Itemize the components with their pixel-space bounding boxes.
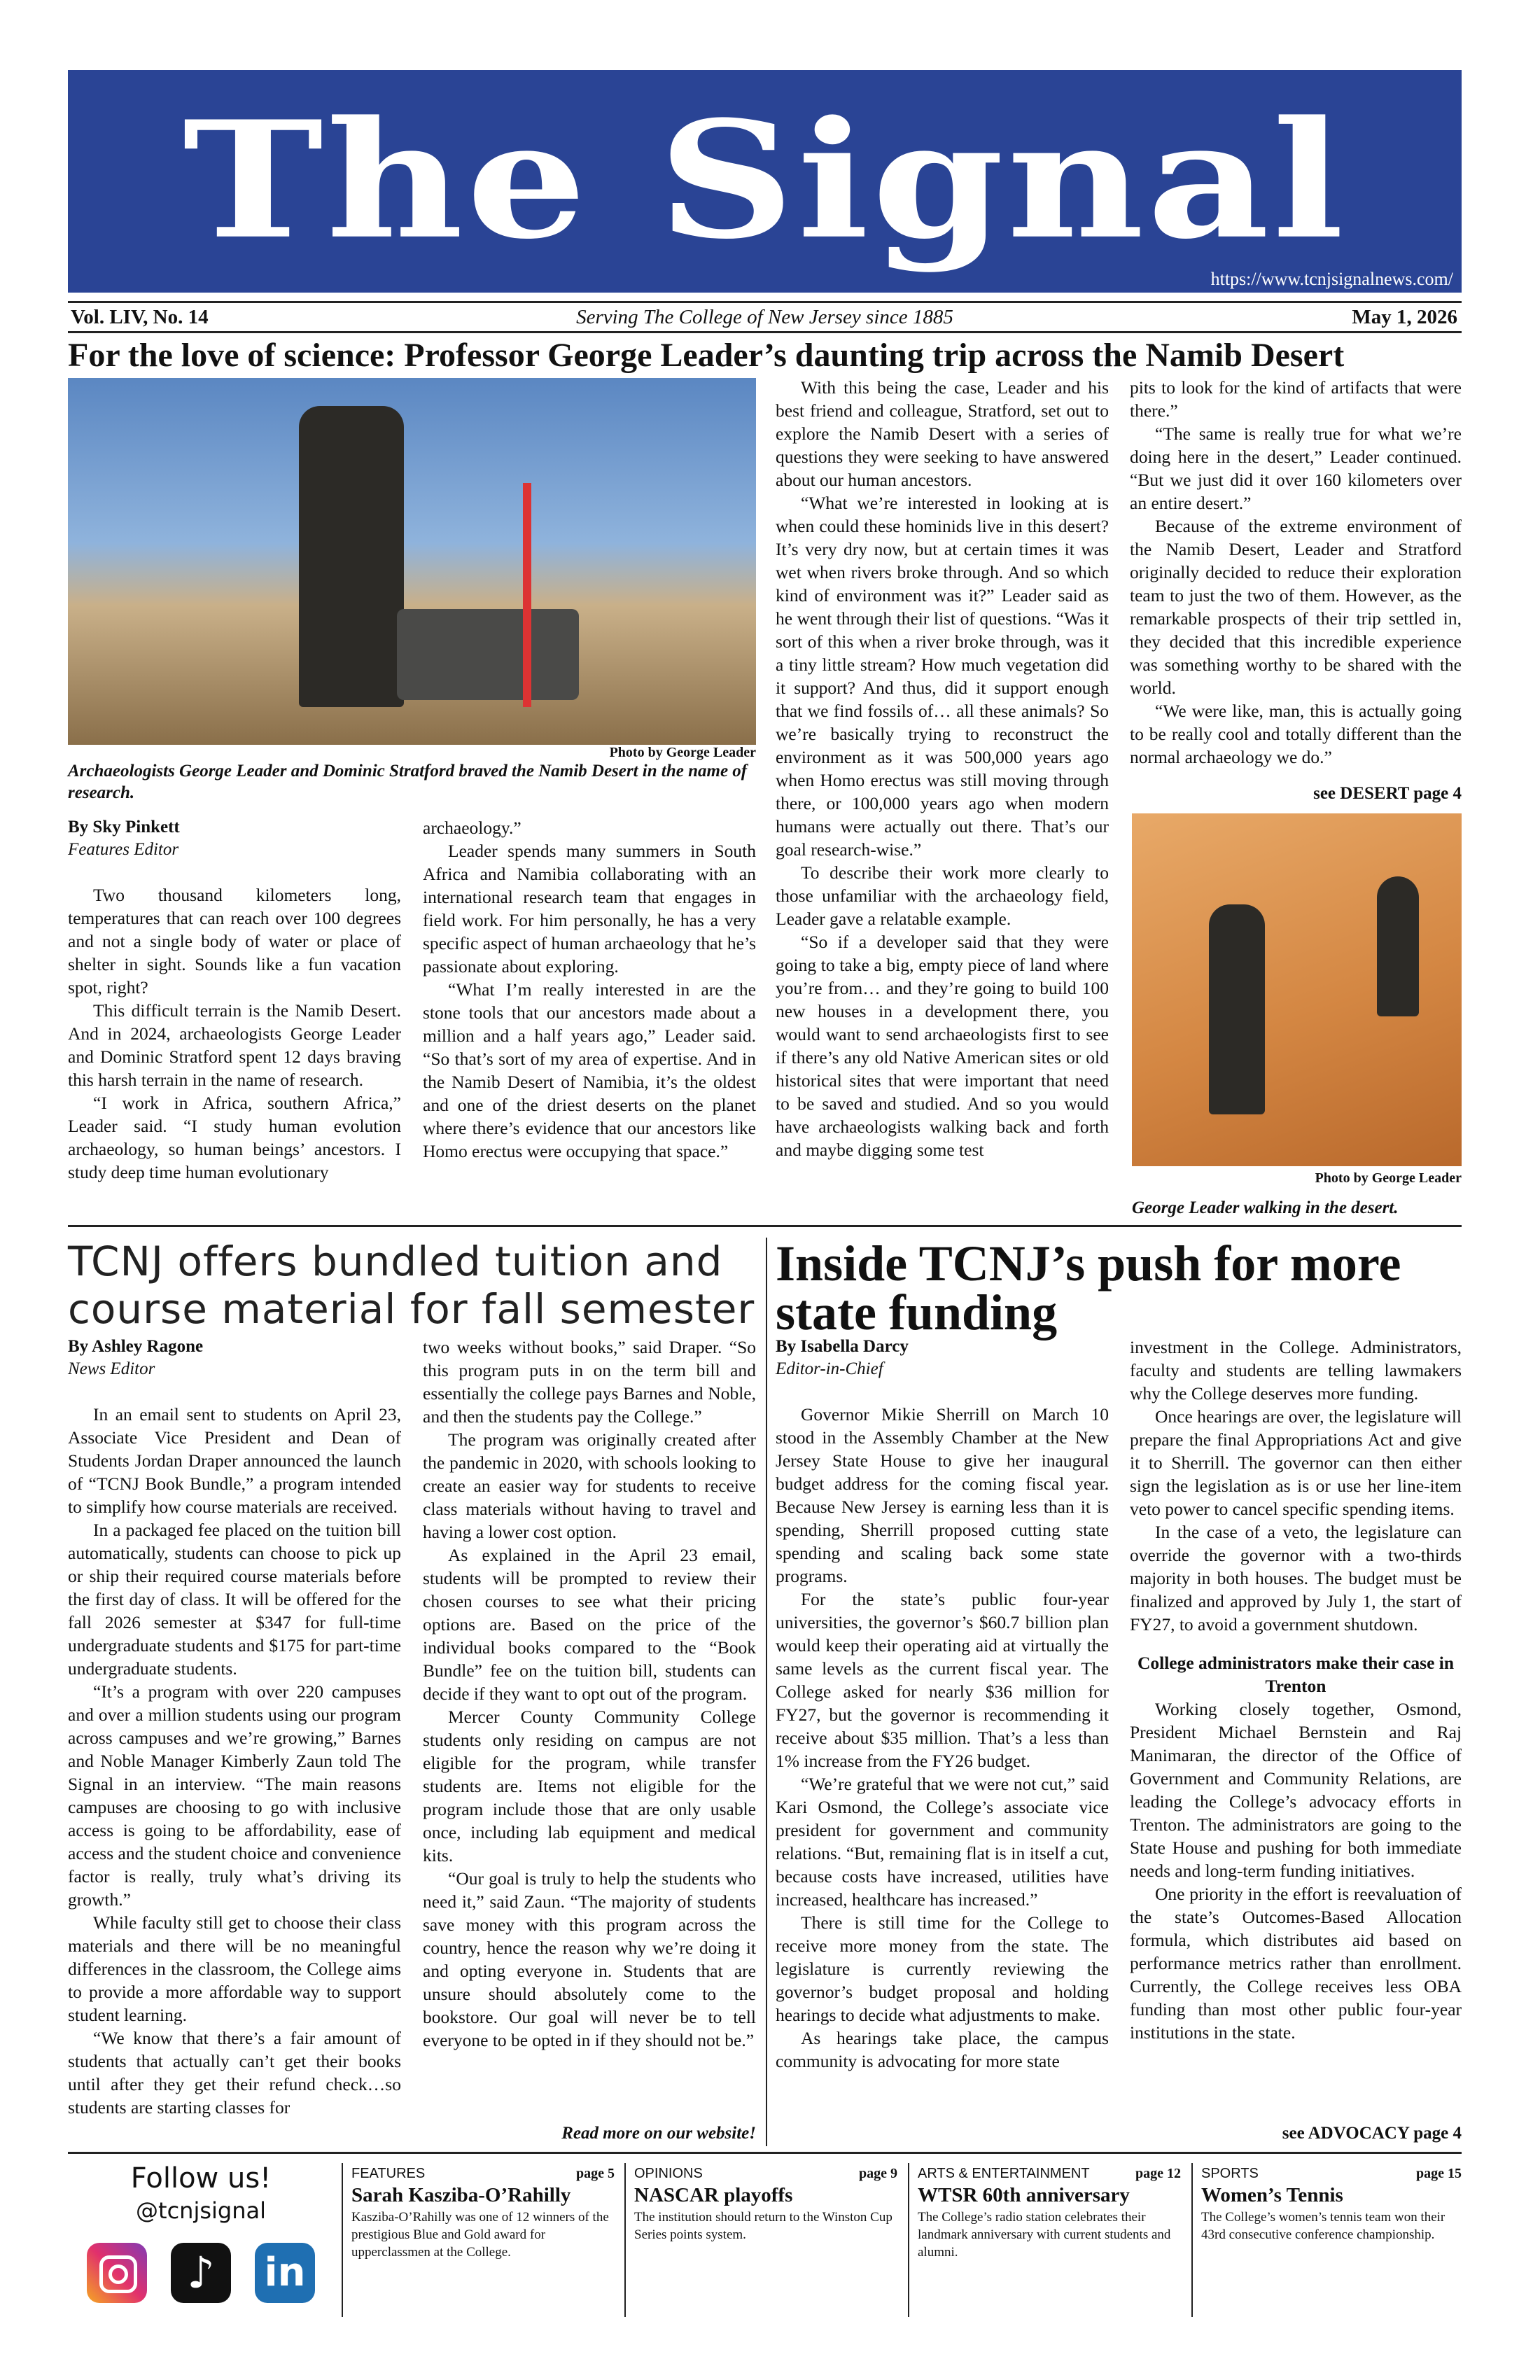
story3-subhead: College administrators make their case in Trenton (1137, 1653, 1455, 1696)
story1-col4 (1130, 376, 1462, 769)
section-label: ARTS & ENTERTAINMENT (918, 2166, 1090, 2181)
paragraph: With this being the case, Leader and his best friend and colleague, Stratford, set out to explore the Namib Desert with a series of questions they were seeking to have answered about our human ancestors. (776, 377, 1109, 490)
story3-headline: Inside TCNJ’s push for more state funding (776, 1236, 1401, 1340)
section-text: The institution should return to the Winston Cup Series points system. (634, 2210, 892, 2242)
footer-opinions[interactable] (634, 2166, 897, 2244)
footer-sports[interactable] (1201, 2166, 1462, 2244)
social-box (68, 2162, 334, 2324)
section-title: NASCAR playoffs (634, 2184, 793, 2206)
desert-jump-link[interactable]: see DESERT page 4 (1313, 784, 1462, 803)
story1-col3 (776, 376, 1109, 1161)
paragraph: “What I’m really interested in are the stone tools that our ancestors made about a million and a half years ago,” Leader said. “So that’s sort of my area of expertise. And in the Namib Desert of Namibia, it’s the oldest and one of the driest deserts on the planet where there’s evidence that our ancestors like Homo erectus were occupying that space.” (423, 979, 756, 1161)
section-page: page 12 (1135, 2166, 1181, 2181)
section-label: SPORTS (1201, 2166, 1259, 2181)
section-text: The College’s women’s tennis team won their 43rd consecutive conference championship. (1201, 2210, 1446, 2242)
paragraph: “We know that there’s a fair amount of students that actually can’t get their books until after they get their refund check…so students are starting classes for (68, 2028, 401, 2118)
footer-divider (342, 2163, 343, 2317)
paragraph: This difficult terrain is the Namib Desert. And in 2024, archaeologists George Leader and Dominic Stratford spent 12 days braving this harsh terrain in the name of research. (68, 1000, 401, 1090)
masthead (68, 70, 1462, 293)
paragraph: “The same is really true for what we’re doing here in the desert,” Leader continued. “But we just did it over 160 kilometers over an entire desert.” (1130, 424, 1462, 513)
section-label: OPINIONS (634, 2166, 703, 2181)
section-divider (68, 2152, 1462, 2154)
section-title: Women’s Tennis (1201, 2184, 1343, 2206)
story2-byline: By Ashley Ragone (68, 1337, 204, 1356)
paragraph: “We were like, man, this is actually going to be really cool and totally different than the normal archaeology we do.” (1130, 701, 1462, 767)
issue-info-bar (68, 301, 1462, 333)
story1-role: Features Editor (68, 840, 179, 859)
story3-role: Editor-in-Chief (776, 1359, 883, 1378)
section-text: Kasziba-O’Rahilly was one of 12 winners of the prestigious Blue and Gold award for upperclassmen at the College. (351, 2210, 609, 2260)
story2-col2 (423, 1336, 756, 2052)
paragraph: “Our goal is truly to help the students who need it,” said Zaun. “The majority of students save money with this program across the country, hence the reason why we’re doing it and opting everyone in. Students that are unsure should absolutely come to the bookstore. Our goal will never be to tell everyone to be opted in if they should not be.” (423, 1868, 756, 2050)
paragraph: In a packaged fee placed on the tuition bill automatically, students can choose to pick up or ship their required course materials before the first day of class. It will be offered for the fall 2026 semester at $347 for full-time undergraduate students and $175 for part-time undergraduate students. (68, 1520, 401, 1679)
story1-col1 (68, 816, 401, 1184)
footer-divider (624, 2163, 626, 2317)
paragraph: Once hearings are over, the legislature will prepare the final Appropriations Act and give it to Sherrill. The governor can then either sign the legislation as is or use her line-item veto power to cancel specific spending items. (1130, 1406, 1462, 1519)
section-text: The College’s radio station celebrates their landmark anniversary with current students and alumni. (918, 2210, 1171, 2260)
tagline: Serving The College of New Jersey since 1885 (576, 306, 953, 328)
photo1-caption: Archaeologists George Leader and Dominic Stratford braved the Namib Desert in the name of research. (68, 762, 748, 802)
desert-photo-1 (68, 378, 756, 745)
paragraph: pits to look for the kind of artifacts that were there.” (1130, 377, 1462, 421)
story2-col1 (68, 1336, 401, 2119)
volume-number: Vol. LIV, No. 14 (71, 306, 209, 328)
paragraph: One priority in the effort is reevaluation of the state’s Outcomes-Based Allocation formula, which distributes aid based on performance metrics rather than enrollment. Currently, the College receives less OBA funding than most other public four-year institutions in the state. (1130, 1884, 1462, 2043)
paragraph: Two thousand kilometers long, temperatures that can reach over 100 degrees and not a single body of water or place of shelter in sight. Sounds like a fun vacation spot, right? (68, 885, 401, 997)
photo2-caption: George Leader walking in the desert. (1132, 1198, 1399, 1217)
paragraph: archaeology.” (423, 818, 522, 838)
paragraph: To describe their work more clearly to those unfamiliar with the archaeology field, Leader gave a relatable example. (776, 862, 1109, 929)
footer-divider (1191, 2163, 1193, 2317)
photo1-credit: Photo by George Leader (609, 745, 756, 760)
section-label: FEATURES (351, 2166, 426, 2181)
paragraph: There is still time for the College to receive more money from the state. The legislature is currently reviewing the governor’s budget proposal and holding hearings to decide what adjustments to make. (776, 1912, 1109, 2025)
story1-byline: By Sky Pinkett (68, 818, 180, 836)
paragraph: Working closely together, Osmond, President Michael Bernstein and Raj Manimaran, the director of the Office of Government and Community Relations, are leading the College’s advocacy efforts in Trenton. The administrators are going to the State House and pushing for both immediate needs and long-term funding initiatives. (1130, 1699, 1462, 1881)
paragraph: For the state’s public four-year universities, the governor’s $60.7 billion plan would keep their operating aid at virtually the same levels as the current fiscal year. The College asked for nearly $36 million for FY27, but the governor is recommending it receive about $35 million. That’s a less than 1% increase from the FY26 budget. (776, 1589, 1109, 1771)
footer-divider (908, 2163, 909, 2317)
section-title: Sarah Kasziba-O’Rahilly (351, 2184, 571, 2206)
column-divider (766, 1238, 767, 2146)
linkedin-icon[interactable]: in (255, 2243, 315, 2303)
social-handle: @tcnjsignal (136, 2197, 266, 2224)
story2-role: News Editor (68, 1359, 155, 1378)
story1-headline: For the love of science: Professor George Leader’s daunting trip across the Namib Desert (68, 337, 1345, 374)
advocacy-jump-link[interactable]: see ADVOCACY page 4 (1282, 2124, 1462, 2143)
paragraph: Leader spends many summers in South Africa and Namibia collaborating with an international research team that engages in field work. For him personally, he has a very specific aspect of human archaeology that he’s passionate about exploring. (423, 841, 756, 976)
paragraph: “We’re grateful that we were not cut,” said Kari Osmond, the College’s associate vice president for government and community relations. “But, remaining flat is in itself a cut, because costs have increased, utilities have increased, healthcare has increased.” (776, 1774, 1109, 1910)
section-title: WTSR 60th anniversary (918, 2184, 1130, 2206)
story2-headline: TCNJ offers bundled tuition and course material for fall semester (68, 1238, 755, 1333)
issue-date: May 1, 2026 (1352, 306, 1457, 328)
photo2-credit: Photo by George Leader (1315, 1170, 1462, 1186)
section-page: page 15 (1416, 2166, 1462, 2181)
paragraph: “So if a developer said that they were going to take a big, empty piece of land where you’re from… and they’re going to build 100 new houses in a development there, you would want to send archaeologists first to see if there’s any old Native American sites or old historical sites that were important that need to be saved and studied. And so you would have archaeologists walking back and forth and maybe digging some test (776, 932, 1109, 1160)
story3-col1 (776, 1336, 1109, 2073)
paragraph: “I work in Africa, southern Africa,” Leader said. “I study human evolution archaeology, so human beings’ ancestors. I study deep time human evolutionary (68, 1093, 401, 1182)
story3-col2 (1130, 1336, 1462, 2044)
newspaper-title: The Signal (182, 85, 1348, 275)
footer-features[interactable] (351, 2166, 615, 2261)
instagram-icon[interactable] (87, 2243, 147, 2303)
paragraph: The program was originally created after the pandemic in 2020, with schools looking to create an easier way for students to receive class materials without having to travel and having a lower cost option. (423, 1429, 756, 1542)
follow-us-text: Follow us! (130, 2162, 272, 2194)
paragraph: In the case of a veto, the legislature can override the governor with a two-thirds majority in both houses. The budget must be finalized and approved by July 1, the start of FY27, to avoid a government shutdown. (1130, 1522, 1462, 1634)
read-more-link[interactable]: Read more on our website! (561, 2124, 756, 2143)
paragraph: investment in the College. Administrators, faculty and students are telling lawmakers why the College deserves more funding. (1130, 1337, 1462, 1404)
paragraph: two weeks without books,” said Draper. “So this program puts in on the term bill and essentially the college pays Barnes and Noble, and then the students pay the College.” (423, 1337, 756, 1427)
section-page: page 5 (576, 2166, 615, 2181)
story3-byline: By Isabella Darcy (776, 1337, 909, 1356)
paragraph: “It’s a program with over 220 campuses and over a million students using our program across campuses and we’re growing,” Barnes and Noble Manager Kimberly Zaun told The Signal in an interview. “The main reasons campuses are choosing to go with inclusive access is going to be affordability, ease of access and the student choice and convenience factor is really, truly what’s driving its growth.” (68, 1681, 401, 1910)
paragraph: Governor Mikie Sherrill on March 10 stood in the Assembly Chamber at the New Jersey State House to give her inaugural budget address for the coming fiscal year. Because New Jersey is earning less than it is spending, Sherrill proposed cutting state spending and scaling back some state programs. (776, 1404, 1109, 1586)
paragraph: As hearings take place, the campus community is advocating for more state (776, 2028, 1109, 2071)
tiktok-icon[interactable]: ♪ (171, 2243, 231, 2303)
desert-photo-2 (1132, 813, 1462, 1166)
story1-col2 (423, 816, 756, 1163)
website-link[interactable]: https://www.tcnjsignalnews.com/ (1210, 269, 1453, 289)
paragraph: In an email sent to students on April 23, Associate Vice President and Dean of Students Jordan Draper announced the launch of “TCNJ Book Bundle,” a program intended to simplify how course materials are received. (68, 1404, 401, 1517)
paragraph: “What we’re interested in looking at is when could these hominids live in this desert? It’s very dry now, but at certain times it was wet when rivers broke through. And so which kind of environment was it?” Leader said as he went through their list of questions. “Was it sort of this when a river broke through, was it a tiny little stream? How much vegetation did it support? And thus, did it support enough that we find fossils of… all these animals? So we’re basically trying to reconstruct the environment as it was 500,000 years ago when Homo erectus was still moving through there, or 100,000 years ago when modern humans were actually out there. That’s our goal research-wise.” (776, 493, 1109, 860)
paragraph: Because of the extreme environment of the Namib Desert, Leader and Stratford originally decided to reduce their exploration team to just the two of them. However, as the remarkable prospects of their trip settled in, they decided that this incredible experience was something worthy to be shared with the world. (1130, 516, 1462, 698)
paragraph: Mercer County Community College students only residing on campus are not eligible for the program, while transfer students are. Items not eligible for the program include those that are only usable once, including lab equipment and medical kits. (423, 1707, 756, 1865)
section-divider (68, 1225, 1462, 1227)
paragraph: As explained in the April 23 email, students will be prompted to review their chosen courses to see what their pricing options are. Based on the price of the individual books compared to the “Book Bundle” fee on the tuition bill, students can decide if they want to opt out of the program. (423, 1545, 756, 1704)
paragraph: While faculty still get to choose their class materials and there will be no meaningful differences in the classroom, the College aims to provide a more affordable way to support student learning. (68, 1912, 401, 2025)
footer-arts[interactable] (918, 2166, 1181, 2261)
section-page: page 9 (859, 2166, 897, 2181)
